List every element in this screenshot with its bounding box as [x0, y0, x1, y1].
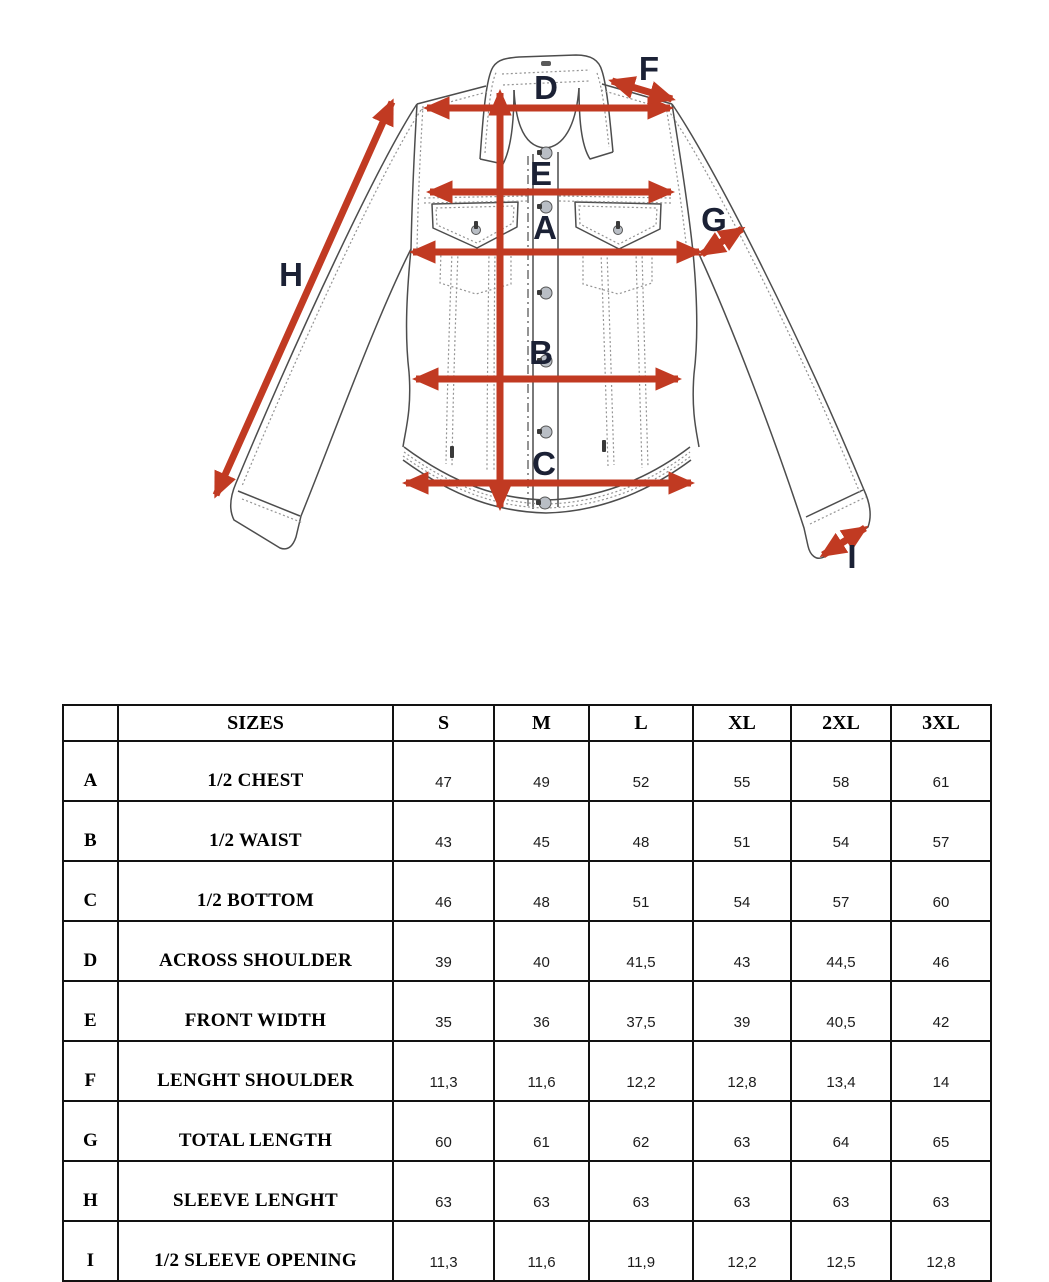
sizes-header-cell: SIZES — [118, 705, 393, 741]
size-value: 51 — [589, 861, 693, 921]
size-value: 14 — [891, 1041, 991, 1101]
size-value: 13,4 — [791, 1041, 891, 1101]
row-key: E — [63, 981, 118, 1041]
size-table — [62, 704, 992, 1282]
size-value: 52 — [589, 741, 693, 801]
measure-label: FRONT WIDTH — [118, 981, 393, 1041]
size-value: 54 — [791, 801, 891, 861]
size-col-m: M — [494, 705, 589, 741]
row-key: B — [63, 801, 118, 861]
label-c: C — [532, 445, 556, 482]
size-value: 65 — [891, 1101, 991, 1161]
size-value: 63 — [494, 1161, 589, 1221]
size-value: 55 — [693, 741, 791, 801]
size-value: 62 — [589, 1101, 693, 1161]
size-value: 12,5 — [791, 1221, 891, 1281]
size-value: 43 — [393, 801, 494, 861]
size-value: 61 — [494, 1101, 589, 1161]
measure-label: 1/2 SLEEVE OPENING — [118, 1221, 393, 1281]
size-value: 40,5 — [791, 981, 891, 1041]
measure-label: SLEEVE LENGHT — [118, 1161, 393, 1221]
size-value: 11,6 — [494, 1041, 589, 1101]
jacket-buttons — [450, 61, 623, 509]
label-d: D — [534, 69, 558, 106]
table-row — [63, 801, 991, 861]
arrow-i-sleeve-opening — [823, 528, 865, 555]
size-value: 40 — [494, 921, 589, 981]
label-i: I — [847, 538, 857, 575]
size-col-3xl: 3XL — [891, 705, 991, 741]
size-value: 45 — [494, 801, 589, 861]
size-value: 49 — [494, 741, 589, 801]
size-value: 43 — [693, 921, 791, 981]
row-key: G — [63, 1101, 118, 1161]
size-value: 39 — [693, 981, 791, 1041]
row-key: F — [63, 1041, 118, 1101]
size-value: 47 — [393, 741, 494, 801]
label-e: E — [529, 155, 553, 192]
table-row — [63, 1161, 991, 1221]
size-value: 11,3 — [393, 1041, 494, 1101]
measurement-labels — [279, 50, 857, 575]
size-value: 12,2 — [693, 1221, 791, 1281]
size-value: 57 — [791, 861, 891, 921]
label-f: F — [638, 50, 660, 87]
size-value: 11,3 — [393, 1221, 494, 1281]
collar-loop-mark — [541, 61, 551, 66]
row-key: C — [63, 861, 118, 921]
size-value: 12,8 — [693, 1041, 791, 1101]
size-value: 63 — [589, 1161, 693, 1221]
size-value: 60 — [393, 1101, 494, 1161]
size-value: 51 — [693, 801, 791, 861]
row-key: I — [63, 1221, 118, 1281]
size-value: 63 — [393, 1161, 494, 1221]
corner-cell — [63, 705, 118, 741]
size-value: 64 — [791, 1101, 891, 1161]
size-col-2xl: 2XL — [791, 705, 891, 741]
size-value: 41,5 — [589, 921, 693, 981]
table-row — [63, 741, 991, 801]
table-row — [63, 1101, 991, 1161]
measure-label: 1/2 BOTTOM — [118, 861, 393, 921]
size-table-container — [62, 704, 992, 1282]
size-value: 63 — [791, 1161, 891, 1221]
table-row — [63, 1041, 991, 1101]
size-value: 42 — [891, 981, 991, 1041]
label-h: H — [279, 256, 303, 293]
size-value: 63 — [693, 1161, 791, 1221]
size-value: 57 — [891, 801, 991, 861]
measure-label: LENGHT SHOULDER — [118, 1041, 393, 1101]
size-col-l: L — [589, 705, 693, 741]
size-value: 12,8 — [891, 1221, 991, 1281]
size-col-xl: XL — [693, 705, 791, 741]
size-value: 60 — [891, 861, 991, 921]
size-value: 35 — [393, 981, 494, 1041]
size-value: 58 — [791, 741, 891, 801]
table-row — [63, 861, 991, 921]
size-value: 54 — [693, 861, 791, 921]
size-value: 63 — [693, 1101, 791, 1161]
measure-label: 1/2 WAIST — [118, 801, 393, 861]
size-value: 63 — [891, 1161, 991, 1221]
size-value: 39 — [393, 921, 494, 981]
table-header-row — [63, 705, 991, 741]
table-row — [63, 921, 991, 981]
table-row — [63, 1221, 991, 1281]
size-value: 37,5 — [589, 981, 693, 1041]
size-value: 44,5 — [791, 921, 891, 981]
size-value: 12,2 — [589, 1041, 693, 1101]
size-value: 11,9 — [589, 1221, 693, 1281]
row-key: H — [63, 1161, 118, 1221]
size-value: 11,6 — [494, 1221, 589, 1281]
size-value: 46 — [891, 921, 991, 981]
size-value: 36 — [494, 981, 589, 1041]
label-b: B — [529, 334, 553, 371]
measure-label: ACROSS SHOULDER — [118, 921, 393, 981]
measure-label: 1/2 CHEST — [118, 741, 393, 801]
label-g: G — [701, 201, 727, 238]
size-value: 48 — [494, 861, 589, 921]
size-value: 48 — [589, 801, 693, 861]
size-value: 61 — [891, 741, 991, 801]
measure-label: TOTAL LENGTH — [118, 1101, 393, 1161]
arrow-h-sleeve-length — [216, 102, 392, 495]
label-a: A — [533, 209, 557, 246]
size-col-s: S — [393, 705, 494, 741]
size-value: 46 — [393, 861, 494, 921]
row-key: D — [63, 921, 118, 981]
row-key: A — [63, 741, 118, 801]
table-row — [63, 981, 991, 1041]
